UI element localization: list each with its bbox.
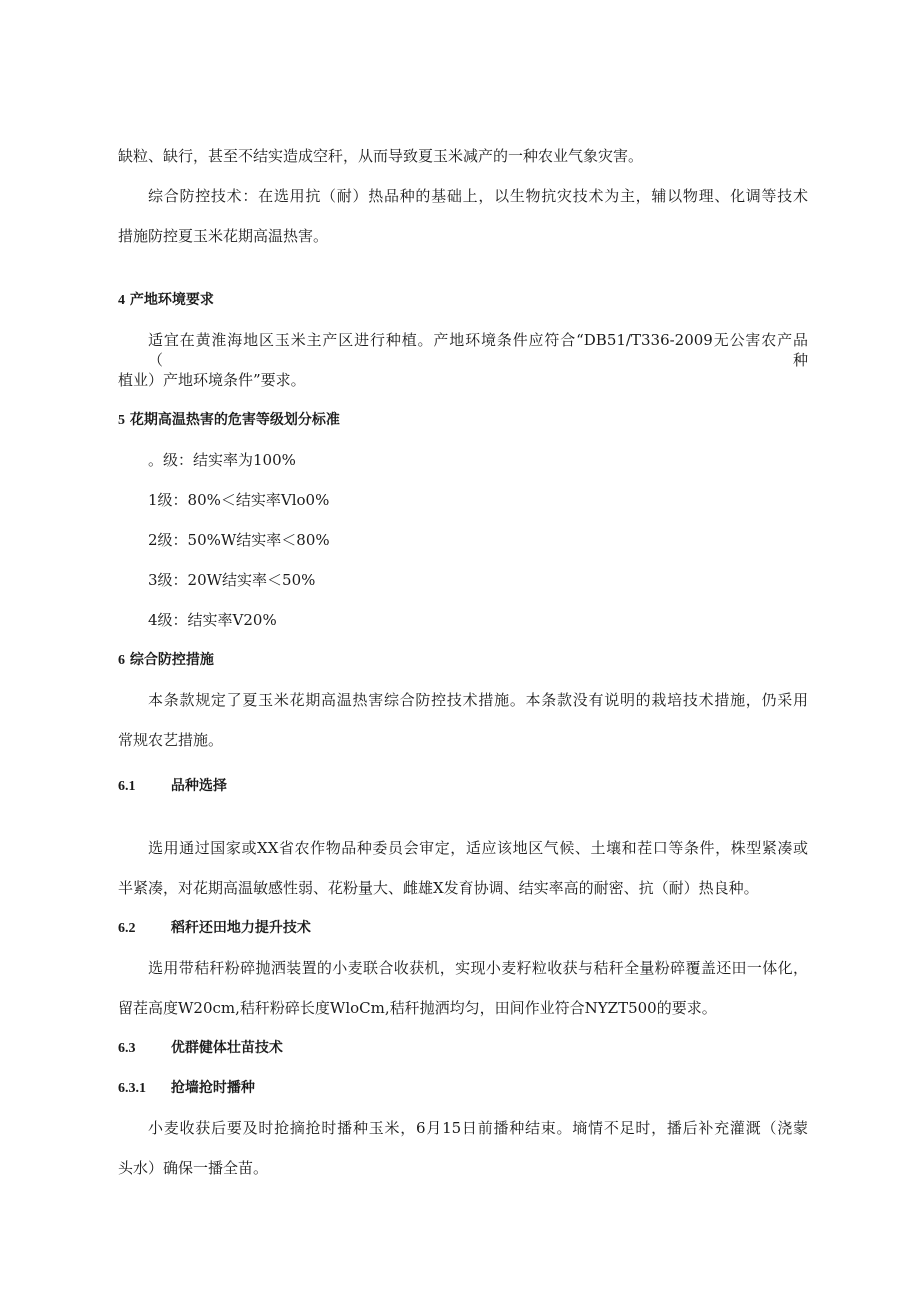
paragraph-line: 本条款规定了夏玉米花期高温热害综合防控技术措施。本条款没有说明的栽培技术措施，仍采用	[148, 691, 808, 709]
paragraph-line: 头水）确保一播全苗。	[118, 1159, 269, 1177]
grade-item: 。级：结实率为100%	[148, 451, 296, 469]
paragraph-line: 措施防控夏玉米花期高温热害。	[118, 227, 329, 245]
section-heading-6-3	[118, 1038, 808, 1059]
grade-item: 2级：50%W结实率＜80%	[148, 531, 330, 549]
section-number: 6.1	[118, 779, 136, 794]
section-number: 6.3.1	[118, 1081, 146, 1096]
paragraph-line: 综合防控技术：在选用抗（耐）热品种的基础上，以生物抗灾技术为主，辅以物理、化调等技术	[148, 187, 808, 205]
section-number: 4	[118, 293, 125, 308]
section-heading-6-2	[118, 918, 808, 939]
section-title: 综合防控措施	[129, 652, 214, 668]
paragraph-line: 常规农艺措施。	[118, 731, 224, 749]
grade-item: 1级：80%＜结实率Vlo0%	[148, 491, 330, 509]
section-title: 抢墙抢时播种	[170, 1080, 255, 1096]
section-number: 6.2	[118, 921, 136, 936]
paragraph-line: 小麦收获后要及时抢摘抢时播种玉米，6月15日前播种结束。墒情不足时，播后补充灌溉（浇蒙	[148, 1119, 808, 1137]
paragraph-line: 选用带秸秆粉碎抛洒装置的小麦联合收获机，实现小麦籽粒收获与秸秆全量粉碎覆盖还田一体化，	[148, 959, 808, 977]
section-title: 花期高温热害的危害等级划分标准	[129, 412, 340, 428]
section-heading-6-3-1	[118, 1078, 808, 1099]
section-title: 产地环境要求	[129, 292, 214, 308]
section-heading-6	[118, 650, 808, 671]
grade-item: 4级：结实率V20%	[148, 611, 277, 629]
section-heading-4	[118, 290, 808, 311]
section-title: 稻秆还田地力提升技术	[170, 920, 311, 936]
paragraph-line: 留茬高度W20cm,秸秆粉碎长度WloCm,秸秆抛洒均匀，田间作业符合NYZT500的要求。	[118, 999, 717, 1017]
paragraph-line: 缺粒、缺行，甚至不结实造成空秆，从而导致夏玉米减产的一种农业气象灾害。	[118, 147, 644, 165]
section-title: 品种选择	[170, 778, 227, 794]
section-heading-5	[118, 410, 808, 431]
paragraph-line: 适宜在黄淮海地区玉米主产区进行种植。产地环境条件应符合“DB51/T336-2009无公害农产品（种	[148, 331, 808, 369]
paragraph-line: 选用通过国家或XX省农作物品种委员会审定，适应该地区气候、土壤和茬口等条件，株型紧凑或	[148, 839, 808, 857]
paragraph-line: 植业）产地环境条件”要求。	[118, 371, 306, 389]
grade-item: 3级：20W结实率＜50%	[148, 571, 316, 589]
section-title: 优群健体壮苗技术	[170, 1040, 283, 1056]
section-number: 6	[118, 653, 125, 668]
section-number: 5	[118, 413, 125, 428]
section-heading-6-1	[118, 776, 808, 797]
section-number: 6.3	[118, 1041, 136, 1056]
paragraph-line: 半紧凑，对花期高温敏感性弱、花粉量大、雌雄X发育协调、结实率高的耐密、抗（耐）热良种。	[118, 879, 759, 897]
